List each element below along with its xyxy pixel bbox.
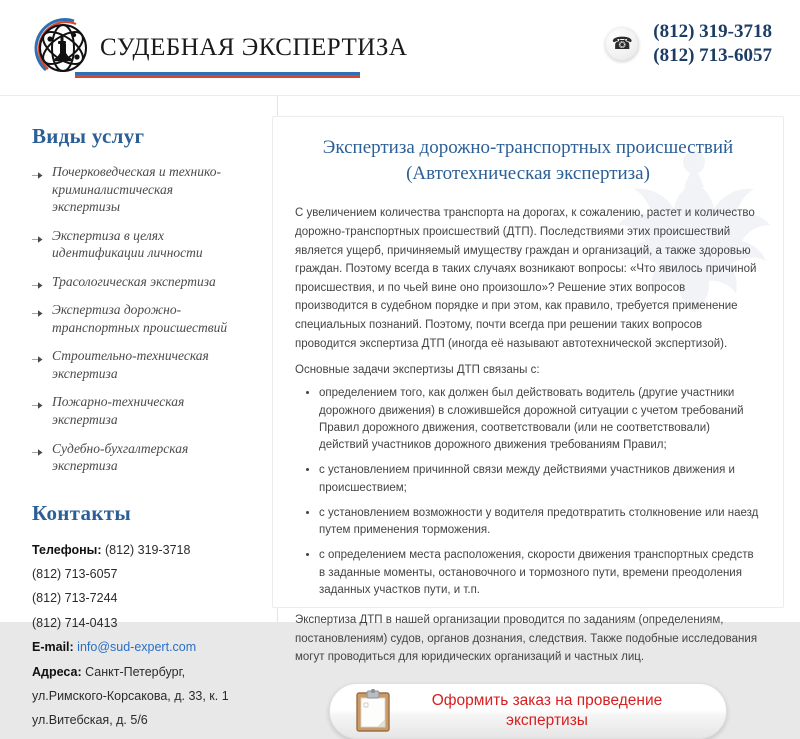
telephone-icon: ☎ <box>605 27 639 61</box>
arrow-bullet-icon <box>32 397 43 406</box>
cta-label-line-2: экспертизы <box>506 711 588 729</box>
page-title-line-2: (Автотехническая экспертиза) <box>406 162 650 184</box>
sidebar-item-label: Экспертиза дорожно-транспортных происшествий <box>52 302 228 335</box>
page-title-line-1: Экспертиза дорожно-транспортных происшествий <box>322 137 734 158</box>
sidebar-item-trasological-expertise[interactable] <box>32 273 232 291</box>
contact-phone-4[interactable]: (812) 714-0413 <box>32 615 118 630</box>
body-wrapper <box>0 96 800 729</box>
main-content <box>272 116 784 729</box>
contact-email-link[interactable]: info@sud-expert.com <box>77 640 197 655</box>
sidebar-services-list <box>32 163 232 475</box>
contact-address-row <box>32 660 232 684</box>
contacts-email-label: E-mail: <box>32 640 74 655</box>
cta-label-line-1: Оформить заказ на проведение <box>431 692 663 710</box>
header-phone-secondary[interactable]: (812) 713-6057 <box>653 44 772 66</box>
task-list-item: • с определением места расположения, скорости движения транспортных средств в заданные моменты, остановочного и тормозного пути, времени преодоления заданных участков пути, и т.п. <box>319 547 761 599</box>
arrow-bullet-icon <box>32 277 43 286</box>
page-title <box>295 135 761 186</box>
contact-phone-row-primary <box>32 538 232 562</box>
sidebar-item-traffic-accident-expertise[interactable] <box>32 301 232 336</box>
sidebar-item-forensic-accounting-expertise[interactable] <box>32 440 232 475</box>
task-list-item: • с установлением возможности у водителя предотвратить столкновение или наезд путем применения торможения. <box>319 505 761 540</box>
header-phone-numbers <box>653 20 772 68</box>
tasks-list <box>295 385 761 599</box>
header-phone-primary[interactable]: (812) 319-3718 <box>653 21 772 42</box>
sidebar-item-label: Почерковедческая и технико-криминалистическая экспертизы <box>52 164 222 215</box>
arrow-bullet-icon <box>32 167 43 176</box>
contacts-address-label: Адреса: <box>32 664 82 679</box>
task-list-item: • определением того, как должен был действовать водитель (другие участники дорожного движения) в сложившейся дорожной ситуации с учетом требований Правил дорожного движения, соответствовали (или не соответствовали) действий участников дорожного движения требованиям Правил; <box>319 385 761 454</box>
sidebar-item-label: Экспертиза в целях идентификации личности <box>52 227 203 261</box>
sidebar-item-construction-expertise[interactable] <box>32 347 232 382</box>
contact-email-row <box>32 635 232 659</box>
sidebar-item-fire-technical-expertise[interactable] <box>32 393 232 428</box>
sidebar-item-label: Трасологическая экспертиза <box>52 273 216 289</box>
contact-address-city: Санкт-Петербург, <box>85 664 186 679</box>
place-order-button-label <box>394 691 726 731</box>
cta-wrapper <box>295 683 761 739</box>
arrow-bullet-icon <box>32 351 43 360</box>
sidebar-contacts-title: Контакты <box>32 500 132 525</box>
brand-underline-rule <box>75 72 360 78</box>
arrow-bullet-icon <box>32 231 43 240</box>
closing-paragraph: Экспертиза ДТП в нашей организации проводится по заданиям (определениям, постановлениям) судов, органов дознания, следствия. Также подобные исследования могут проводиться для юридических организаций и частных лиц. <box>295 614 758 664</box>
sidebar-item-handwriting-expertise[interactable] <box>32 163 232 216</box>
contact-phone-2[interactable]: (812) 713-6057 <box>32 567 118 582</box>
sidebar-item-label: Судебно-бухгалтерская экспертиза <box>52 440 189 474</box>
clipboard-icon <box>352 690 394 732</box>
contacts-phones-label: Телефоны: <box>32 542 102 557</box>
contact-address-line-2: ул.Витебская, д. 5/6 <box>32 713 148 728</box>
sidebar-item-label: Строительно-техническая экспертиза <box>52 348 209 381</box>
place-order-button[interactable] <box>329 683 727 739</box>
sidebar-item-label: Пожарно-техническая экспертиза <box>52 394 185 428</box>
arrow-bullet-icon <box>32 444 43 453</box>
sidebar-services-title: Виды услуг <box>32 124 145 148</box>
contacts-block <box>32 538 232 733</box>
arrow-bullet-icon <box>32 305 43 314</box>
rule-red <box>75 75 360 78</box>
content-inner <box>295 135 761 739</box>
tasks-lead-in: Основные задачи экспертизы ДТП связаны с: <box>295 364 540 377</box>
header-phones <box>605 20 772 68</box>
task-list-item: • с установлением причинной связи между действиями участников движения и происшествием; <box>319 462 761 497</box>
brand-name: СУДЕБНАЯ ЭКСПЕРТИЗА <box>100 34 408 61</box>
intro-paragraph: С увеличением количества транспорта на дорогах, к сожалению, растет и количество дорожно-транспортных происшествий (ДТП). Последствиями этих происшествий является ущерб, причиняемый имуществу граждан и организаций, а также здоровью граждан. Поэтому всегда в таких случаях возникают вопросы: «Что явилось причиной происшествия, и по чьей вине оно произошло»? Решение этих вопросов производится в судебном порядке и при этом, как правило, требуется применение специальных познаний. Поэтому, почти всегда при решении таких вопросов проводится экспертиза ДТП (иногда её называют автотехнической экспертизой). <box>295 207 757 350</box>
sidebar-item-identification-expertise[interactable] <box>32 227 232 262</box>
site-header <box>0 0 800 96</box>
contact-phone-3[interactable]: (812) 713-7244 <box>32 591 118 606</box>
sidebar <box>0 96 248 733</box>
contact-phone-1[interactable]: (812) 319-3718 <box>104 542 191 557</box>
contact-address-line-1: ул.Римского-Корсакова, д. 33, к. 1 <box>32 688 229 703</box>
